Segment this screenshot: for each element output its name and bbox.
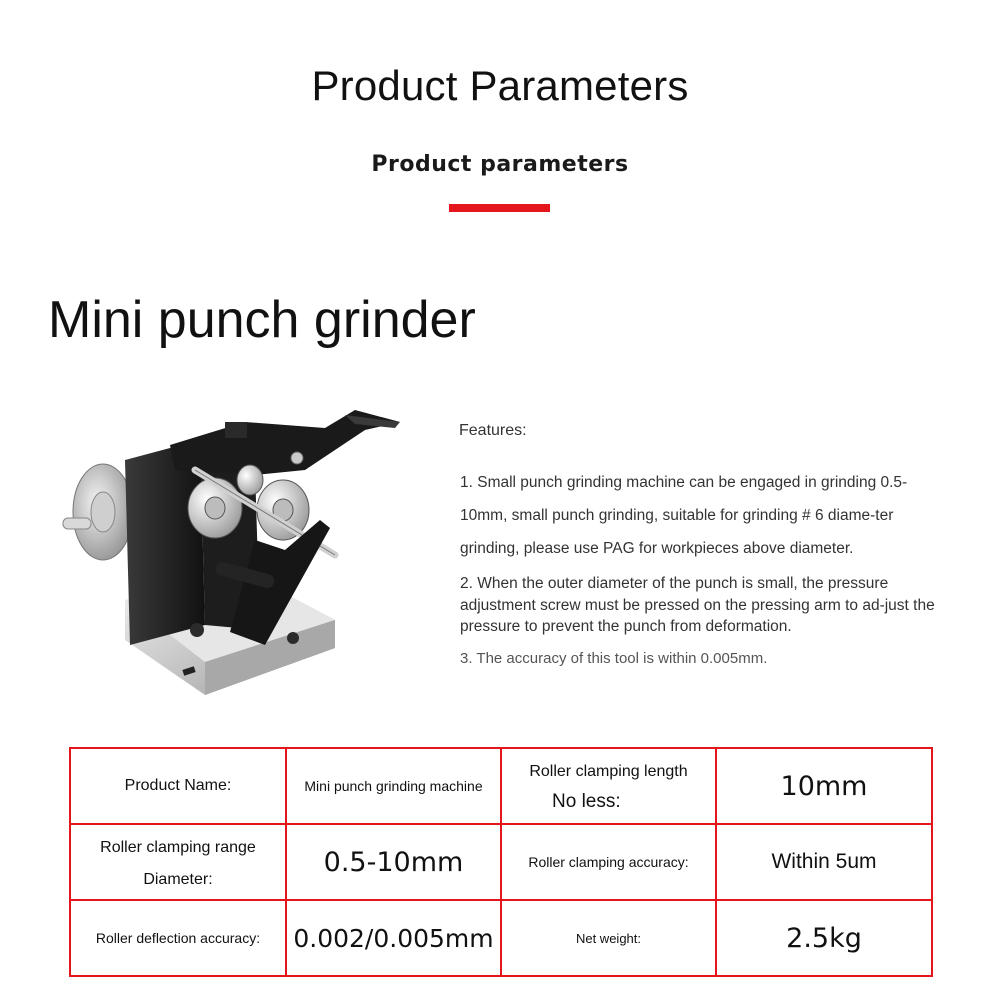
spec-value: 2.5kg [716,900,932,976]
spec-label: Diameter: [143,871,213,888]
spec-label-cell [70,824,286,900]
spec-label: Net weight: [501,900,716,976]
feature-item: 1. Small punch grinding machine can be engaged in grinding 0.5-10mm, small punch grinding, suitable for grinding # 6 diame-ter grinding, please use PAG for workpieces above diameter. [460,474,908,557]
section-subtitle: Product parameters [371,152,629,177]
punch-grinder-machine-image [55,400,415,710]
feature-item: 2. When the outer diameter of the punch is small, the pressure adjustment screw must be pressed on the pressing arm to ad-just the pressure to prevent the punch from deformation. [460,575,935,635]
spec-label: Product Name: [70,748,286,824]
spec-label: Roller deflection accuracy: [70,900,286,976]
table-row [70,748,932,824]
features-label: Features: [459,422,527,439]
page-title: Product Parameters [311,62,689,109]
spec-label: Roller clamping length [529,763,688,780]
table-row [70,900,932,976]
spec-value: Within 5um [716,824,932,900]
spec-label-cell [501,748,716,824]
spec-label: No less: [552,791,621,812]
table-row [70,824,932,900]
spec-table [69,747,933,977]
spec-value: Mini punch grinding machine [286,748,501,824]
spec-label: Roller clamping range [100,839,256,856]
feature-item: 3. The accuracy of this tool is within 0.005mm. [460,650,768,667]
product-heading: Mini punch grinder [48,291,476,349]
spec-value: 10mm [716,748,932,824]
spec-value: 0.002/0.005mm [286,900,501,976]
accent-underline [449,204,550,212]
spec-value: 0.5-10mm [286,824,501,900]
spec-label: Roller clamping accuracy: [501,824,716,900]
